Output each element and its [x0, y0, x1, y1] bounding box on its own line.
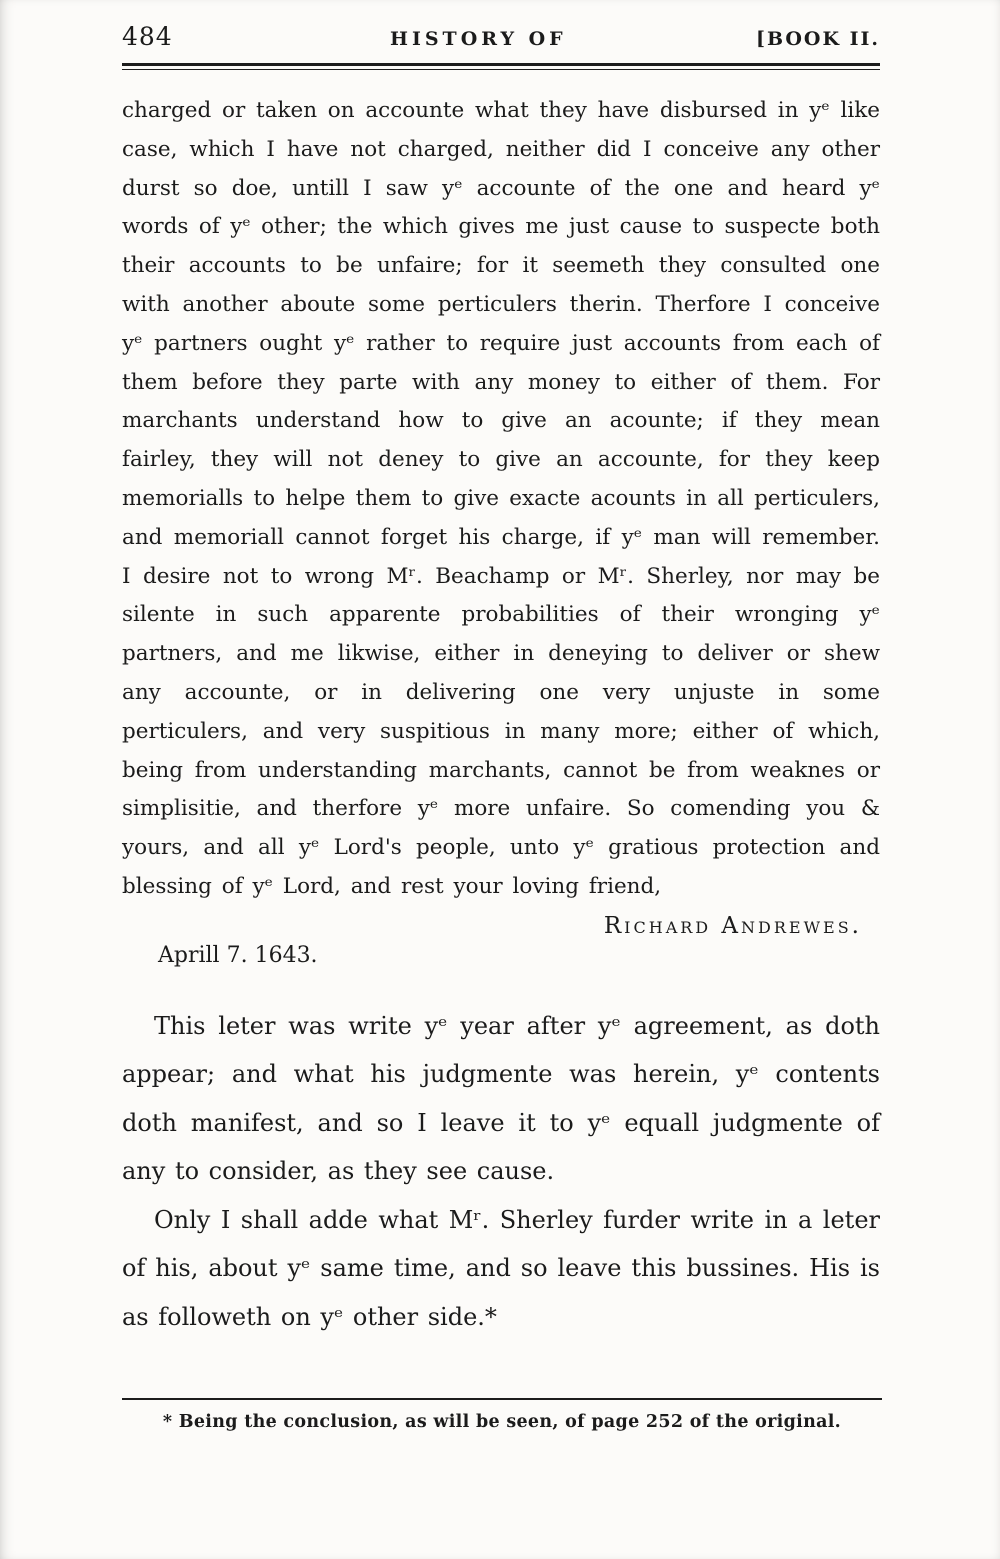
running-title: HISTORY OF	[390, 28, 567, 50]
footnote: * Being the conclusion, as will be seen, of page 252 of the original.	[162, 1412, 842, 1432]
letter-body: charged or taken on accounte what they have disbursed in yᵉ like case, which I have not charged, neither did I conceive any other durst so doe, untill I saw yᵉ accounte of the one and heard yᵉ words of yᵉ other; the which gives me just cause to suspecte both their accounts to be unfaire; for it seemeth they consulted one with another aboute some perticulers therin. Therfore I conceive yᵉ partners ought yᵉ rather to require just accounts from each of them before they parte with any money to either of them. For marchants understand how to give an acounte; if they mean fairley, they will not deney to give an accounte, for they keep memorialls to helpe them to give exacte acounts in all perticulers, and memoriall cannot forget his charge, if yᵉ man will remember. I desire not to wrong Mʳ. Beachamp or Mʳ. Sherley, nor may be silente in such apparente probabilities of their wronging yᵉ partners, and me likwise, either in deneying to deliver or shew any accounte, or in delivering one very unjuste in some perticulers, and very suspitious in many more; either of which, being from understanding marchants, cannot be from weaknes or simplisitie, and therfore yᵉ more unfaire. So comending you & yours, and all yᵉ Lord's people, unto yᵉ gratious protection and blessing of yᵉ Lord, and rest your loving friend,	[122, 98, 880, 899]
letter-signature: Richard Andrewes.	[603, 912, 862, 939]
page-body	[122, 92, 880, 1341]
page-footer	[122, 1398, 882, 1432]
paragraph: This leter was write yᵉ year after yᵉ agreement, as doth appear; and what his judgmente was herein, yᵉ contents doth manifest, and so I leave it to yᵉ equall judgmente of any to consider, as they see cause.	[122, 1011, 880, 1186]
letter-date: Aprill 7. 1643.	[158, 942, 318, 968]
page-header	[122, 22, 880, 51]
book-label: [BOOK II.	[755, 28, 880, 50]
footnote-rule	[122, 1398, 882, 1400]
page-number: 484	[122, 22, 173, 51]
header-rule	[122, 63, 880, 70]
paragraph: Only I shall adde what Mʳ. Sherley furder write in a leter of his, about yᵉ same time, and so leave this bussines. His is as followeth on yᵉ other side.*	[122, 1205, 880, 1331]
